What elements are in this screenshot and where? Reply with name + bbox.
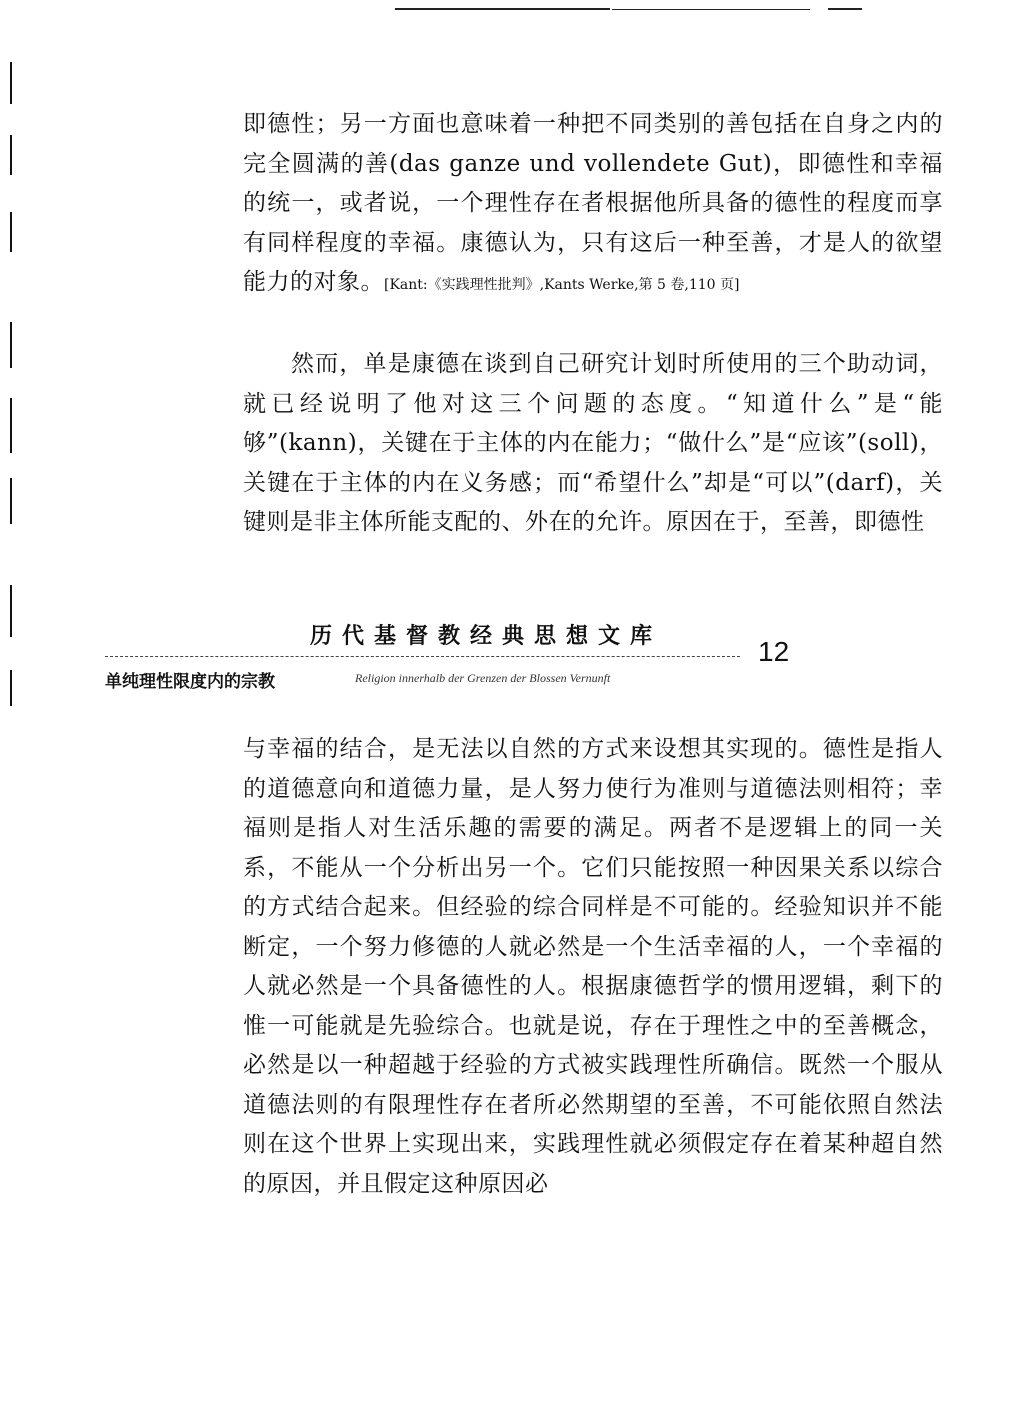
scan-edge-mark	[10, 585, 12, 637]
scan-edge-mark	[10, 478, 12, 524]
top-rule-left	[395, 8, 610, 10]
scan-edge-mark	[10, 322, 12, 368]
scan-edge-mark	[10, 135, 12, 175]
scan-edge-mark	[10, 398, 12, 453]
footer-divider	[105, 656, 740, 657]
scan-edge-mark	[10, 62, 12, 104]
paragraph-2: 然而，单是康德在谈到自己研究计划时所使用的三个助动词，就已经说明了他对这三个问题的态度。“知道什么”是“能够”(kann)，关键在于主体的内在能力；“做什么”是“应该”(soll)，关键在于主体的内在义务感；而“希望什么”却是“可以”(darf)，关键则是非主体所能支配的、外在的允许。原因在于，至善，即德性	[243, 351, 943, 535]
top-rule-right	[828, 8, 862, 10]
paragraph-1	[243, 105, 943, 306]
scan-edge-mark	[10, 670, 12, 706]
page-number: 12	[758, 636, 790, 667]
scan-edge-mark	[10, 212, 12, 252]
citation: [Kant:《实践理性批判》,Kants Werke,第 5 卷,110 页]	[384, 277, 740, 293]
series-title: 历代基督教经典思想文库	[310, 624, 663, 649]
top-rule-mid	[612, 9, 810, 10]
book-subtitle: Religion innerhalb der Grenzen der Blossen Vernunft	[355, 671, 611, 685]
paragraph-3: 与幸福的结合，是无法以自然的方式来设想其实现的。德性是指人的道德意向和道德力量，是人努力使行为准则与道德法则相符；幸福则是指人对生活乐趣的需要的满足。两者不是逻辑上的同一关系，不能从一个分析出另一个。它们只能按照一种因果关系以综合的方式结合起来。但经验的综合同样是不可能的。经验知识并不能断定，一个努力修德的人就必然是一个生活幸福的人，一个幸福的人就必然是一个具备德性的人。根据康德哲学的惯用逻辑，剩下的惟一可能就是先验综合。也就是说，存在于理性之中的至善概念，必然是以一种超越于经验的方式被实践理性所确信。既然一个服从道德法则的有限理性存在者所必然期望的至善，不可能依照自然法则在这个世界上实现出来，实践理性就必须假定存在着某种超自然的原因，并且假定这种原因必	[243, 736, 943, 1197]
book-title: 单纯理性限度内的宗教	[105, 672, 275, 692]
paragraph-1-text: 即德性；另一方面也意味着一种把不同类别的善包括在自身之内的完全圆满的善(das ganze und vollendete Gut)，即德性和幸福的统一，或者说，一个理性存在者根据他所具备的德性的程度而享有同样程度的幸福。康德认为，只有这后一种至善，才是人的欲望能力的对象。	[243, 111, 943, 295]
